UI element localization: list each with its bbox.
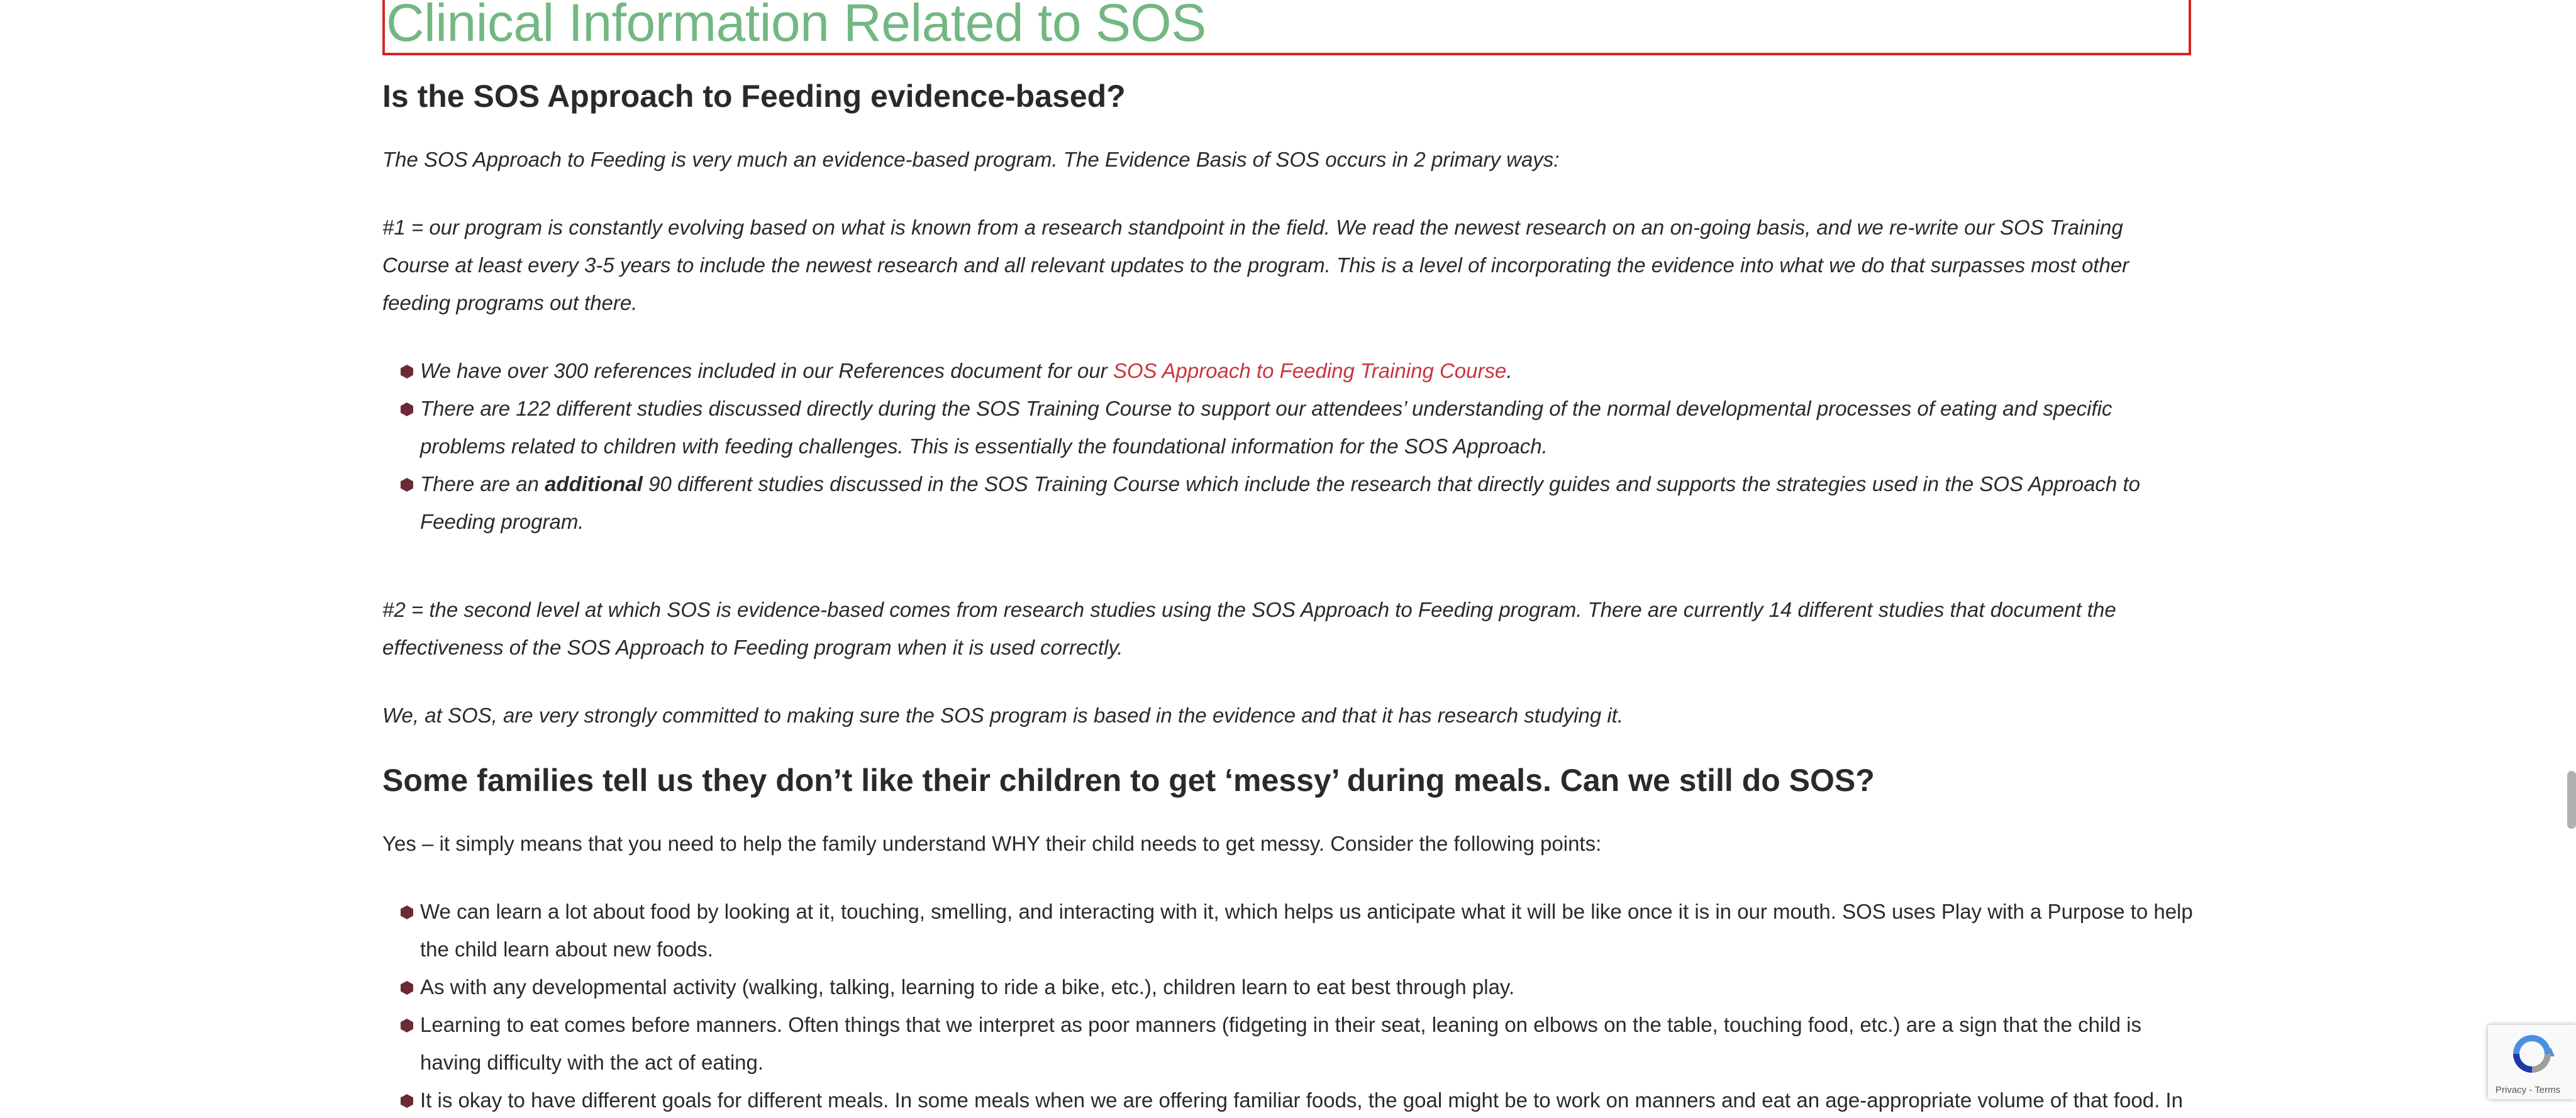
bullet-text: There are 122 different studies discussed directly during the SOS Training Course to support our attendees’ understanding of the normal developmental processes of eating and specific problems related to children with feeding challenges. This is essentially the foundational information for the SOS Approach. bbox=[420, 397, 2112, 458]
hexagon-bullet-icon bbox=[400, 1019, 414, 1032]
list-item bbox=[382, 1082, 2194, 1118]
messy-bullet-list bbox=[382, 893, 2194, 1118]
hexagon-bullet-icon bbox=[400, 1094, 414, 1108]
bullet-text: It is okay to have different goals for different meals. In some meals when we are offering familiar foods, the goal might be to work on manners and eat an age-appropriate volume of that food. In bbox=[420, 1088, 2183, 1112]
list-item bbox=[382, 893, 2194, 968]
messy-intro: Yes – it simply means that you need to help the family understand WHY their child needs to get messy. Consider the following points: bbox=[382, 832, 1602, 855]
list-item bbox=[382, 465, 2194, 541]
evidence-bullet-list bbox=[382, 352, 2194, 541]
bullet-text: There are an bbox=[420, 472, 545, 495]
bullet-text-end: 90 different studies discussed in the SOS Training Course which include the research that directly guides and supports the strategies used in the SOS Approach to Feeding program. bbox=[420, 472, 2140, 533]
page-title-box bbox=[382, 0, 2191, 55]
bullet-text: Learning to eat comes before manners. Often things that we interpret as poor manners (fidgeting in their seat, leaning on elbows on the table, touching food, etc.) are a sign that the child is having difficulty with the act of eating. bbox=[420, 1013, 2141, 1074]
hexagon-bullet-icon bbox=[400, 981, 414, 995]
section-heading-messy: Some families tell us they don’t like their children to get ‘messy’ during meals. Can we still do SOS? bbox=[382, 763, 1875, 798]
evidence-point-2: #2 = the second level at which SOS is evidence-based comes from research studies using the SOS Approach to Feeding program. There are currently 14 different studies that document the effectiveness of the SOS Approach to Feeding program when it is used correctly. bbox=[382, 598, 2116, 659]
evidence-closing: We, at SOS, are very strongly committed to making sure the SOS program is based in the evidence and that it has research studying it. bbox=[382, 704, 1624, 727]
recaptcha-terms[interactable]: Privacy - Terms bbox=[2496, 1085, 2561, 1095]
list-item bbox=[382, 390, 2194, 465]
recaptcha-badge[interactable] bbox=[2488, 1025, 2576, 1099]
evidence-point-1: #1 = our program is constantly evolving based on what is known from a research standpoint in the field. We read the newest research on an on-going basis, and we re-write our SOS Training Course at least every 3-5 years to include the newest research and all relevant updates to the program. This is a level of incorporating the evidence into what we do that surpasses most other feeding programs out there. bbox=[382, 216, 2129, 314]
section-heading-evidence: Is the SOS Approach to Feeding evidence-based? bbox=[382, 79, 1126, 114]
scrollbar-thumb[interactable] bbox=[2567, 771, 2576, 829]
bullet-text: We can learn a lot about food by looking at it, touching, smelling, and interacting with it, which helps us anticipate what it will be like once it is in our mouth. SOS uses Play with a Purpose to help the child learn about new foods. bbox=[420, 900, 2193, 961]
recaptcha-icon bbox=[2509, 1031, 2555, 1080]
list-item bbox=[382, 352, 2194, 390]
list-item bbox=[382, 1006, 2194, 1082]
hexagon-bullet-icon bbox=[400, 478, 414, 492]
hexagon-bullet-icon bbox=[400, 402, 414, 416]
hexagon-bullet-icon bbox=[400, 365, 414, 379]
bullet-text-end: . bbox=[1506, 359, 1513, 382]
page-title: Clinical Information Related to SOS bbox=[386, 0, 1206, 52]
bullet-text: We have over 300 references included in our References document for our bbox=[420, 359, 1113, 382]
bullet-text: As with any developmental activity (walking, talking, learning to ride a bike, etc.), children learn to eat best through play. bbox=[420, 975, 1515, 999]
bullet-text-bold: additional bbox=[545, 472, 643, 495]
training-course-link[interactable]: SOS Approach to Feeding Training Course bbox=[1113, 359, 1507, 382]
evidence-intro: The SOS Approach to Feeding is very much an evidence-based program. The Evidence Basis of SOS occurs in 2 primary ways: bbox=[382, 148, 1560, 171]
list-item bbox=[382, 968, 2194, 1006]
hexagon-bullet-icon bbox=[400, 905, 414, 919]
